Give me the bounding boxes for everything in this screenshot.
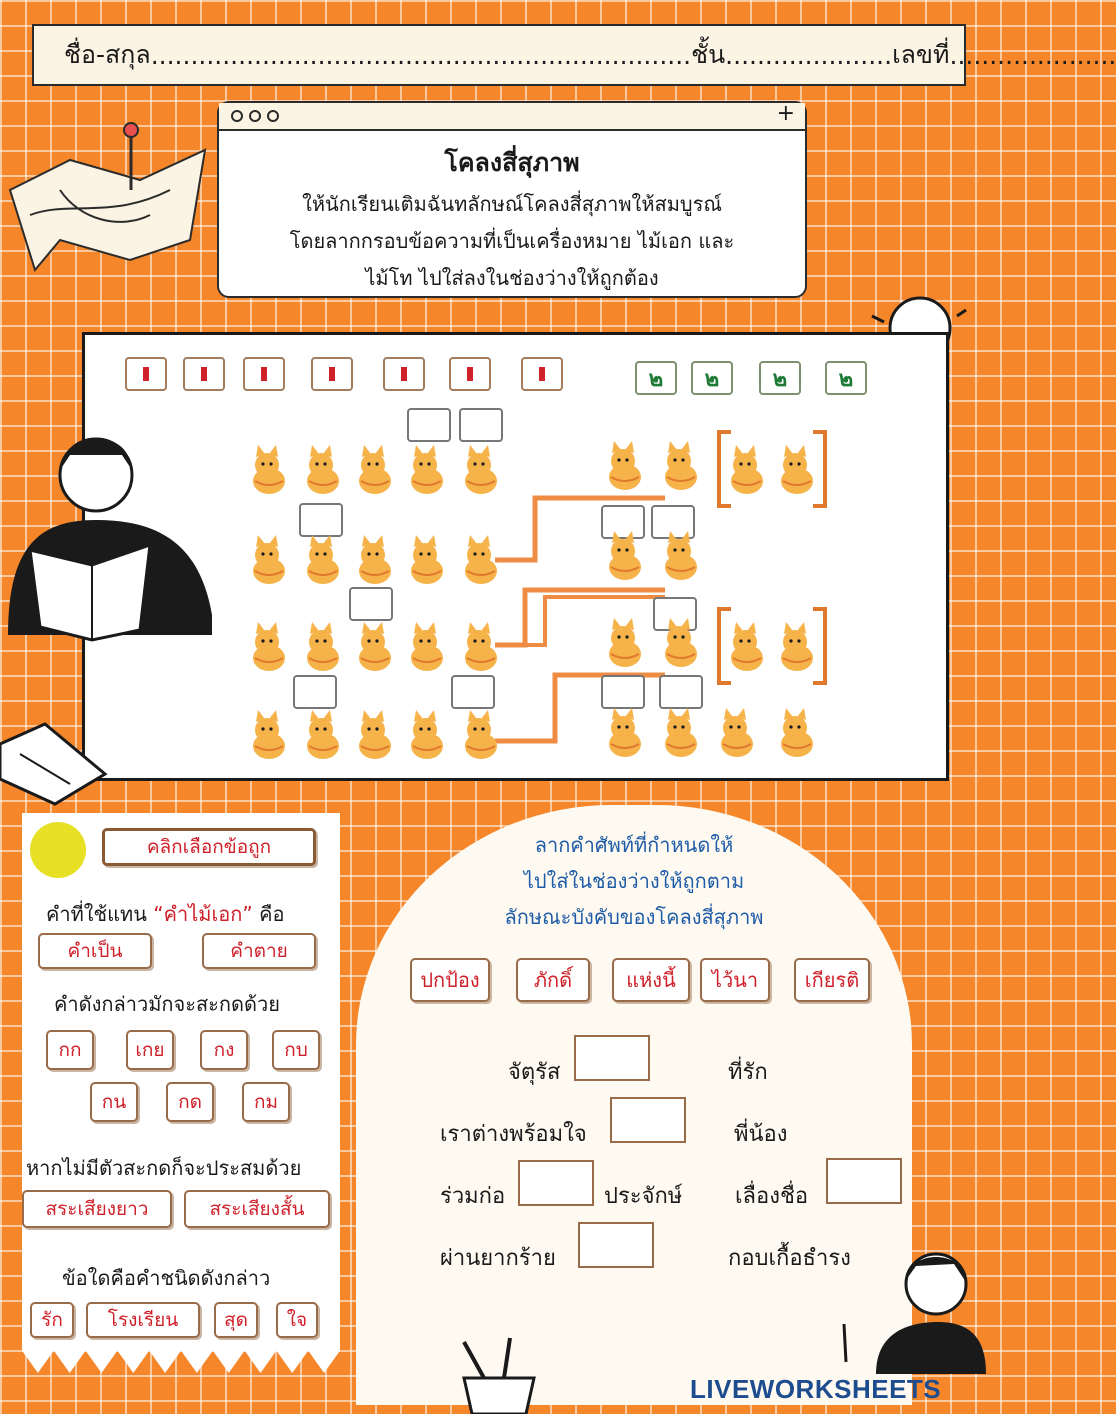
cat-syllable-icon [247,710,289,760]
pointer-icon [30,822,86,878]
mai-ek-mark-icon [143,367,149,381]
mai-ek-mark-icon [261,367,267,381]
poem-l2-a: เราต่างพร้อมใจ [440,1122,587,1147]
name-label: ชื่อ-สกุล [64,40,151,69]
mai-ek-tile[interactable] [183,357,225,391]
mai-tho-tile[interactable]: ๒ [825,361,867,395]
word-bank-tile[interactable]: ไว้นา [700,958,770,1002]
word-bank-tile[interactable]: แห่งนี้ [612,958,690,1002]
option-kham-tai[interactable]: คำตาย [202,933,316,969]
mai-ek-mark-icon [329,367,335,381]
question-4: ข้อใดคือคำชนิดดังกล่าว [62,1266,271,1290]
mai-ek-mark-icon [401,367,407,381]
tone-drop-slot[interactable] [451,675,495,709]
cat-syllable-icon [603,618,645,668]
tone-drop-slot[interactable] [349,587,393,621]
cat-syllable-icon [459,710,501,760]
number-label: เลขที่ [892,40,950,69]
poem-l1-a: จัตุรัส [508,1060,561,1085]
window-dot-icon [249,110,261,122]
page-title: โคลงสี่สุภาพ [444,148,580,177]
cat-syllable-icon [659,708,701,758]
cat-syllable-icon [715,708,757,758]
cat-syllable-icon [603,441,645,491]
cat-syllable-icon [247,535,289,585]
poem-l2-b: พี่น้อง [734,1122,788,1147]
cat-syllable-icon [459,535,501,585]
instruction-line-1: ให้นักเรียนเติมฉันทลักษณ์โคลงสี่สุภาพให้สมบูรณ์ [302,192,722,216]
plus-icon: + [776,101,795,126]
mai-ek-mark-icon [467,367,473,381]
poem-l1-b: ที่รัก [728,1060,768,1085]
window-dot-icon [267,110,279,122]
tone-drop-slot[interactable] [659,675,703,709]
mai-ek-tile[interactable] [311,357,353,391]
poem-blank-5[interactable] [578,1222,654,1268]
drag-instruction-line-2: ไปใส่ในช่องว่างให้ถูกตาม [523,869,745,893]
mai-tho-tile[interactable]: ๒ [635,361,677,395]
student-illustration [836,1244,986,1374]
option-example-word[interactable]: รัก [30,1302,74,1338]
cat-syllable-icon [353,535,395,585]
poem-l3-c: เลื่องชื่อ [735,1184,809,1209]
poem-l3-a: ร่วมก่อ [440,1184,506,1209]
word-bank-tile[interactable]: เกียรติ [794,958,870,1002]
mai-ek-tile[interactable] [243,357,285,391]
option-long-vowel[interactable]: สระเสียงยาว [22,1190,172,1228]
question-1: คำที่ใช้แทน “คำไม้เอก” คือ [46,902,285,926]
cat-syllable-icon [353,445,395,495]
option-example-word[interactable]: สุด [214,1302,258,1338]
option-example-word[interactable]: ใจ [276,1302,318,1338]
cat-syllable-icon [459,622,501,672]
mai-ek-mark-icon [201,367,207,381]
cat-syllable-icon [301,622,343,672]
number-dots: ..................... [949,40,1116,70]
poem-l3-b: ประจักษ์ [604,1184,683,1209]
option-final-consonant[interactable]: เกย [126,1030,174,1070]
cat-syllable-icon [353,622,395,672]
tone-drop-slot[interactable] [299,503,343,537]
option-final-consonant[interactable]: กม [242,1082,290,1122]
cat-syllable-icon [659,441,701,491]
tone-drop-slot[interactable] [459,408,503,442]
cat-syllable-icon [603,708,645,758]
cat-syllable-icon [603,531,645,581]
question-3: หากไม่มีตัวสะกดก็จะประสมด้วย [26,1156,302,1180]
word-bank-tile[interactable]: ปกป้อง [410,958,490,1002]
option-short-vowel[interactable]: สระเสียงสั้น [184,1190,330,1228]
cat-syllable-icon [659,618,701,668]
pencil-cup-icon [444,1338,548,1414]
cat-syllable-icon [405,535,447,585]
poem-l4-a: ผ่านยากร้าย [440,1246,556,1271]
poem-blank-4[interactable] [826,1158,902,1204]
mai-tho-tile[interactable]: ๒ [691,361,733,395]
mai-ek-tile[interactable] [125,357,167,391]
cat-syllable-icon [659,531,701,581]
cat-syllable-icon [301,535,343,585]
poem-l4-b: กอบเกื้อธำรง [728,1246,851,1271]
window-bar [219,103,805,131]
instruction-line-2: โดยลากกรอบข้อความที่เป็นเครื่องหมาย ไม้เอก และ [289,229,735,253]
instruction-line-3: ไม้โท ไปใส่ลงในช่องว่างให้ถูกต้อง [365,266,659,290]
map-icon [0,120,218,290]
option-kham-pen[interactable]: คำเป็น [38,933,152,969]
cat-syllable-icon [405,622,447,672]
drag-instruction-line-1: ลากคำศัพท์ที่กำหนดให้ [534,833,734,857]
word-bank-tile[interactable]: ภักดิ์ [516,958,590,1002]
liveworksheets-logo: LIVEWORKSHEETS [690,1374,942,1404]
cat-syllable-icon [775,708,817,758]
cat-syllable-icon [775,445,817,495]
click-select-button[interactable]: คลิกเลือกข้อถูก [102,828,316,866]
tone-drop-slot[interactable] [407,408,451,442]
mai-ek-tile[interactable] [521,357,563,391]
option-final-consonant[interactable]: กด [166,1082,214,1122]
name-dots: .................................................................... [150,40,692,70]
window-dot-icon [231,110,243,122]
title-window [217,101,807,298]
poem-blank-3[interactable] [518,1160,594,1206]
option-final-consonant[interactable]: กง [200,1030,248,1070]
cat-syllable-icon [725,445,767,495]
open-book-icon [0,724,110,812]
class-dots: ..................... [725,40,893,70]
cat-syllable-icon [301,445,343,495]
poem-blank-1[interactable] [574,1035,650,1081]
drag-instruction-line-3: ลักษณะบังคับของโคลงสี่สุภาพ [504,905,764,929]
cat-syllable-icon [301,710,343,760]
cat-syllable-icon [353,710,395,760]
tone-drop-slot[interactable] [293,675,337,709]
cat-syllable-icon [247,622,289,672]
cat-syllable-icon [247,445,289,495]
mai-tho-tile[interactable]: ๒ [759,361,801,395]
option-final-consonant[interactable]: กน [90,1082,138,1122]
cat-syllable-icon [459,445,501,495]
cat-syllable-icon [725,622,767,672]
cat-syllable-icon [405,710,447,760]
tone-drop-slot[interactable] [601,675,645,709]
mai-ek-tile[interactable] [383,357,425,391]
option-example-word[interactable]: โรงเรียน [86,1302,200,1338]
cat-syllable-icon [405,445,447,495]
option-final-consonant[interactable]: กบ [272,1030,320,1070]
option-final-consonant[interactable]: กก [46,1030,94,1070]
cat-syllable-icon [775,622,817,672]
class-label: ชั้น [691,40,726,69]
poem-blank-2[interactable] [610,1097,686,1143]
reading-man-illustration [0,415,218,645]
question-2: คำดังกล่าวมักจะสะกดด้วย [54,992,280,1016]
mai-ek-tile[interactable] [449,357,491,391]
mai-ek-mark-icon [539,367,545,381]
name-bar [32,24,1116,86]
